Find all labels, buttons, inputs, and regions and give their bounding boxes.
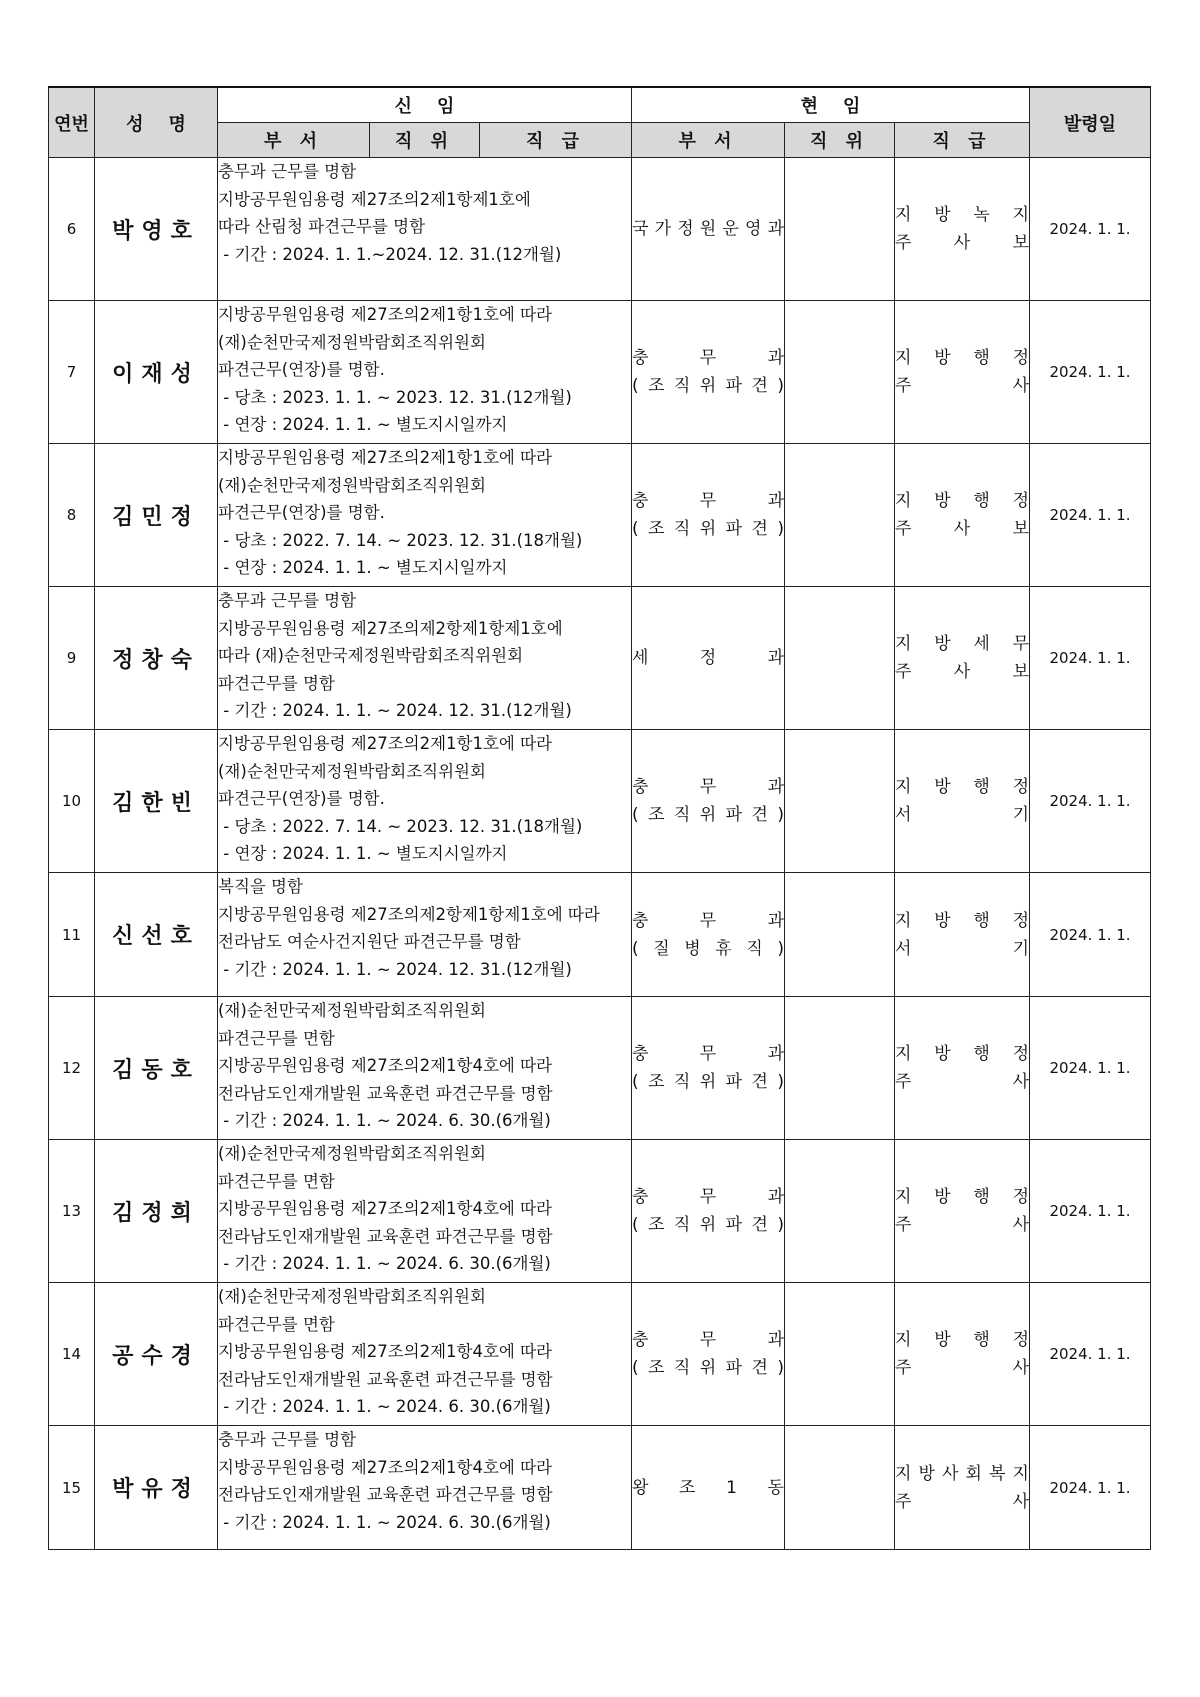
assignment-line: - 당초 : 2023. 1. 1. ~ 2023. 12. 31.(12개월) [218,387,572,407]
assignment-line: - 당초 : 2022. 7. 14. ~ 2023. 12. 31.(18개월) [218,530,583,550]
current-dept-line: 충 무 과 [632,1044,784,1064]
assignment-line: 파견근무를 면함 [218,1171,335,1191]
assignment-line: - 연장 : 2024. 1. 1. ~ 별도지시일까지 [218,844,508,863]
row-new-assignment [218,1283,632,1426]
assignment-line: 지방공무원임용령 제27조의2제1항4호에 따라 [218,1342,552,1361]
current-grade-line: 지 방 행 정 [895,910,1029,931]
header-new-group: 신 임 [218,87,632,123]
table-row [49,997,1151,1140]
current-dept-line: ( 조 직 위 파 견 ) [632,519,784,539]
assignment-line: 지방공무원임용령 제27조의2제1항1호에 따라 [218,448,552,467]
assignment-line: 충무과 근무를 명함 [218,591,357,610]
table-row [49,444,1151,587]
row-effective-date: 2024. 1. 1. [1030,444,1151,587]
row-new-assignment [218,730,632,873]
current-grade-line: 주 사 [895,1215,1029,1235]
row-new-assignment [218,1140,632,1283]
current-grade-line: 지 방 행 정 [895,1044,1029,1064]
row-effective-date: 2024. 1. 1. [1030,1426,1151,1550]
assignment-line: - 연장 : 2024. 1. 1. ~ 별도지시일까지 [218,558,508,577]
assignment-line: 파견근무(연장)를 명함. [218,503,385,522]
current-dept-line: ( 조 직 위 파 견 ) [632,1072,784,1092]
assignment-line: 전라남도 여순사건지원단 파견근무를 명함 [218,932,521,951]
row-name: 이재성 [95,301,218,444]
row-seq: 8 [49,444,95,587]
row-seq: 7 [49,301,95,444]
assignment-line: (재)순천만국제정원박람회조직위원회 [218,475,486,495]
current-dept-line: 충 무 과 [632,910,784,931]
header-date: 발령일 [1030,87,1151,158]
assignment-line: 지방공무원임용령 제27조의2제1항4호에 따라 [218,1199,552,1218]
row-current-grade [895,873,1030,997]
current-grade-line: 주 사 [895,1491,1029,1512]
assignment-line: - 기간 : 2024. 1. 1. ~ 2024. 12. 31.(12개월) [218,701,572,720]
row-new-assignment [218,1426,632,1550]
row-current-position [785,1140,895,1283]
row-name: 신선호 [95,873,218,997]
current-grade-line: 지 방 녹 지 [895,205,1029,225]
current-grade-line: 지 방 행 정 [895,777,1029,797]
assignment-line: - 기간 : 2024. 1. 1. ~ 2024. 6. 30.(6개월) [218,1512,551,1532]
row-name: 김민정 [95,444,218,587]
table-row [49,1283,1151,1426]
assignment-line: 전라남도인재개발원 교육훈련 파견근무를 명함 [218,1083,553,1103]
current-grade-line: 지 방 세 무 [895,634,1029,654]
row-current-position [785,873,895,997]
assignment-line: 지방공무원임용령 제27조의제2항제1항제1호에 따라 [218,904,600,924]
header-new-position: 직 위 [370,123,480,158]
row-current-position [785,997,895,1140]
assignment-line: 복직을 명함 [218,877,303,896]
assignment-line: - 연장 : 2024. 1. 1. ~ 별도지시일까지 [218,415,508,434]
assignment-line: (재)순천만국제정원박람회조직위원회 [218,1287,486,1306]
current-dept-line: ( 조 직 위 파 견 ) [632,805,784,825]
assignment-line: 파견근무를 명함 [218,673,335,693]
assignment-line: 파견근무(연장)를 명함. [218,789,385,808]
current-grade-line: 주 사 보 [895,662,1029,682]
row-seq: 6 [49,158,95,301]
assignment-line: 파견근무(연장)를 명함. [218,360,385,379]
table-row [49,587,1151,730]
assignment-line: - 기간 : 2024. 1. 1.~2024. 12. 31.(12개월) [218,244,562,264]
assignment-line: 전라남도인재개발원 교육훈련 파견근무를 명함 [218,1369,553,1389]
table-row [49,873,1151,997]
current-dept-line: ( 질 병 휴 직 ) [632,938,784,959]
table-row [49,301,1151,444]
assignment-line: - 기간 : 2024. 1. 1. ~ 2024. 6. 30.(6개월) [218,1397,551,1416]
table-row [49,730,1151,873]
header-current-group: 현 임 [632,87,1030,123]
row-current-dept [632,997,785,1140]
row-current-grade [895,444,1030,587]
table-body [49,158,1151,1550]
row-effective-date: 2024. 1. 1. [1030,301,1151,444]
current-grade-line: 지 방 행 정 [895,491,1029,511]
row-name: 박유정 [95,1426,218,1550]
row-current-dept [632,730,785,873]
row-name: 정창숙 [95,587,218,730]
row-current-position [785,1426,895,1550]
current-grade-line: 지 방 행 정 [895,1330,1029,1350]
assignment-line: 지방공무원임용령 제27조의제2항제1항제1호에 [218,618,563,638]
assignment-line: - 기간 : 2024. 1. 1. ~ 2024. 6. 30.(6개월) [218,1254,551,1273]
assignment-line: 지방공무원임용령 제27조의2제1항4호에 따라 [218,1457,552,1477]
row-current-grade [895,158,1030,301]
row-seq: 14 [49,1283,95,1426]
row-current-dept [632,1140,785,1283]
row-new-assignment [218,301,632,444]
current-dept-line: 충 무 과 [632,491,784,511]
assignment-line: - 기간 : 2024. 1. 1. ~ 2024. 6. 30.(6개월) [218,1111,551,1130]
header-name: 성 명 [95,87,218,158]
assignment-line: 지방공무원임용령 제27조의2제1항4호에 따라 [218,1056,552,1075]
current-dept-line: 충 무 과 [632,777,784,797]
row-current-grade [895,1426,1030,1550]
assignment-line: 전라남도인재개발원 교육훈련 파견근무를 명함 [218,1226,553,1246]
current-grade-line: 주 사 보 [895,519,1029,539]
current-grade-line: 주 사 보 [895,233,1029,253]
row-effective-date: 2024. 1. 1. [1030,730,1151,873]
row-seq: 15 [49,1426,95,1550]
row-name: 김동호 [95,997,218,1140]
row-name: 김한빈 [95,730,218,873]
assignment-line: 충무과 근무를 명함 [218,1430,357,1449]
assignment-line: (재)순천만국제정원박람회조직위원회 [218,1144,486,1163]
table-row [49,1140,1151,1283]
current-dept-line: 충 무 과 [632,348,784,368]
header-new-grade: 직 급 [480,123,632,158]
row-current-grade [895,587,1030,730]
row-current-dept [632,444,785,587]
assignment-line: 따라 (재)순천만국제정원박람회조직위원회 [218,646,524,665]
current-dept-line: ( 조 직 위 파 견 ) [632,1358,784,1378]
row-name: 박영호 [95,158,218,301]
header-cur-position: 직 위 [785,123,895,158]
row-current-dept [632,1283,785,1426]
current-grade-line: 지 방 행 정 [895,348,1029,368]
table-row [49,158,1151,301]
current-dept-line: 충 무 과 [632,1330,784,1350]
current-grade-line: 주 사 [895,1072,1029,1092]
row-seq: 10 [49,730,95,873]
row-current-position [785,158,895,301]
row-current-dept [632,158,785,301]
current-dept-line: 국 가 정 원 운 영 과 [632,219,784,239]
assignment-line: - 당초 : 2022. 7. 14. ~ 2023. 12. 31.(18개월) [218,816,583,836]
row-effective-date: 2024. 1. 1. [1030,587,1151,730]
assignment-line: 파견근무를 면함 [218,1314,335,1334]
row-seq: 11 [49,873,95,997]
row-new-assignment [218,587,632,730]
row-effective-date: 2024. 1. 1. [1030,158,1151,301]
row-effective-date: 2024. 1. 1. [1030,873,1151,997]
row-current-dept [632,587,785,730]
assignment-line: 지방공무원임용령 제27조의2제1항제1호에 [218,189,531,209]
row-current-dept [632,873,785,997]
row-new-assignment [218,873,632,997]
header-cur-grade: 직 급 [895,123,1030,158]
current-dept-line: ( 조 직 위 파 견 ) [632,1215,784,1235]
assignment-line: (재)순천만국제정원박람회조직위원회 [218,761,486,781]
row-current-grade [895,301,1030,444]
row-effective-date: 2024. 1. 1. [1030,1140,1151,1283]
current-grade-line: 지 방 행 정 [895,1187,1029,1207]
current-grade-line: 서 기 [895,938,1029,959]
row-new-assignment [218,444,632,587]
row-seq: 13 [49,1140,95,1283]
current-dept-line: 세 정 과 [632,648,784,668]
row-current-position [785,444,895,587]
current-grade-line: 서 기 [895,805,1029,825]
assignment-line: (재)순천만국제정원박람회조직위원회 [218,332,486,352]
assignment-line: 따라 산림청 파견근무를 명함 [218,217,426,236]
row-current-grade [895,1140,1030,1283]
current-grade-line: 주 사 [895,376,1029,396]
current-dept-line: 충 무 과 [632,1187,784,1207]
row-new-assignment [218,158,632,301]
current-grade-line: 지 방 사 회 복 지 [895,1463,1029,1484]
assignment-line: 파견근무를 면함 [218,1028,335,1048]
row-current-grade [895,997,1030,1140]
current-dept-line: ( 조 직 위 파 견 ) [632,376,784,396]
row-current-grade [895,1283,1030,1426]
row-current-position [785,1283,895,1426]
header-new-dept: 부 서 [218,123,370,158]
personnel-appointment-table [48,86,1151,1550]
assignment-line: 지방공무원임용령 제27조의2제1항1호에 따라 [218,305,552,324]
row-current-position [785,730,895,873]
row-current-position [785,587,895,730]
table-row [49,1426,1151,1550]
row-new-assignment [218,997,632,1140]
current-grade-line: 주 사 [895,1358,1029,1378]
header-seq: 연번 [49,87,95,158]
row-current-dept [632,301,785,444]
current-dept-line: 왕 조 1 동 [632,1477,784,1498]
row-current-grade [895,730,1030,873]
row-current-position [785,301,895,444]
assignment-line: 충무과 근무를 명함 [218,162,357,181]
row-current-dept [632,1426,785,1550]
row-seq: 12 [49,997,95,1140]
row-effective-date: 2024. 1. 1. [1030,1283,1151,1426]
row-effective-date: 2024. 1. 1. [1030,997,1151,1140]
header-cur-dept: 부 서 [632,123,785,158]
row-name: 김정희 [95,1140,218,1283]
assignment-line: 지방공무원임용령 제27조의2제1항1호에 따라 [218,734,552,753]
assignment-line: (재)순천만국제정원박람회조직위원회 [218,1001,486,1020]
assignment-line: - 기간 : 2024. 1. 1. ~ 2024. 12. 31.(12개월) [218,959,572,979]
assignment-line: 전라남도인재개발원 교육훈련 파견근무를 명함 [218,1485,553,1504]
row-name: 공수경 [95,1283,218,1426]
row-seq: 9 [49,587,95,730]
